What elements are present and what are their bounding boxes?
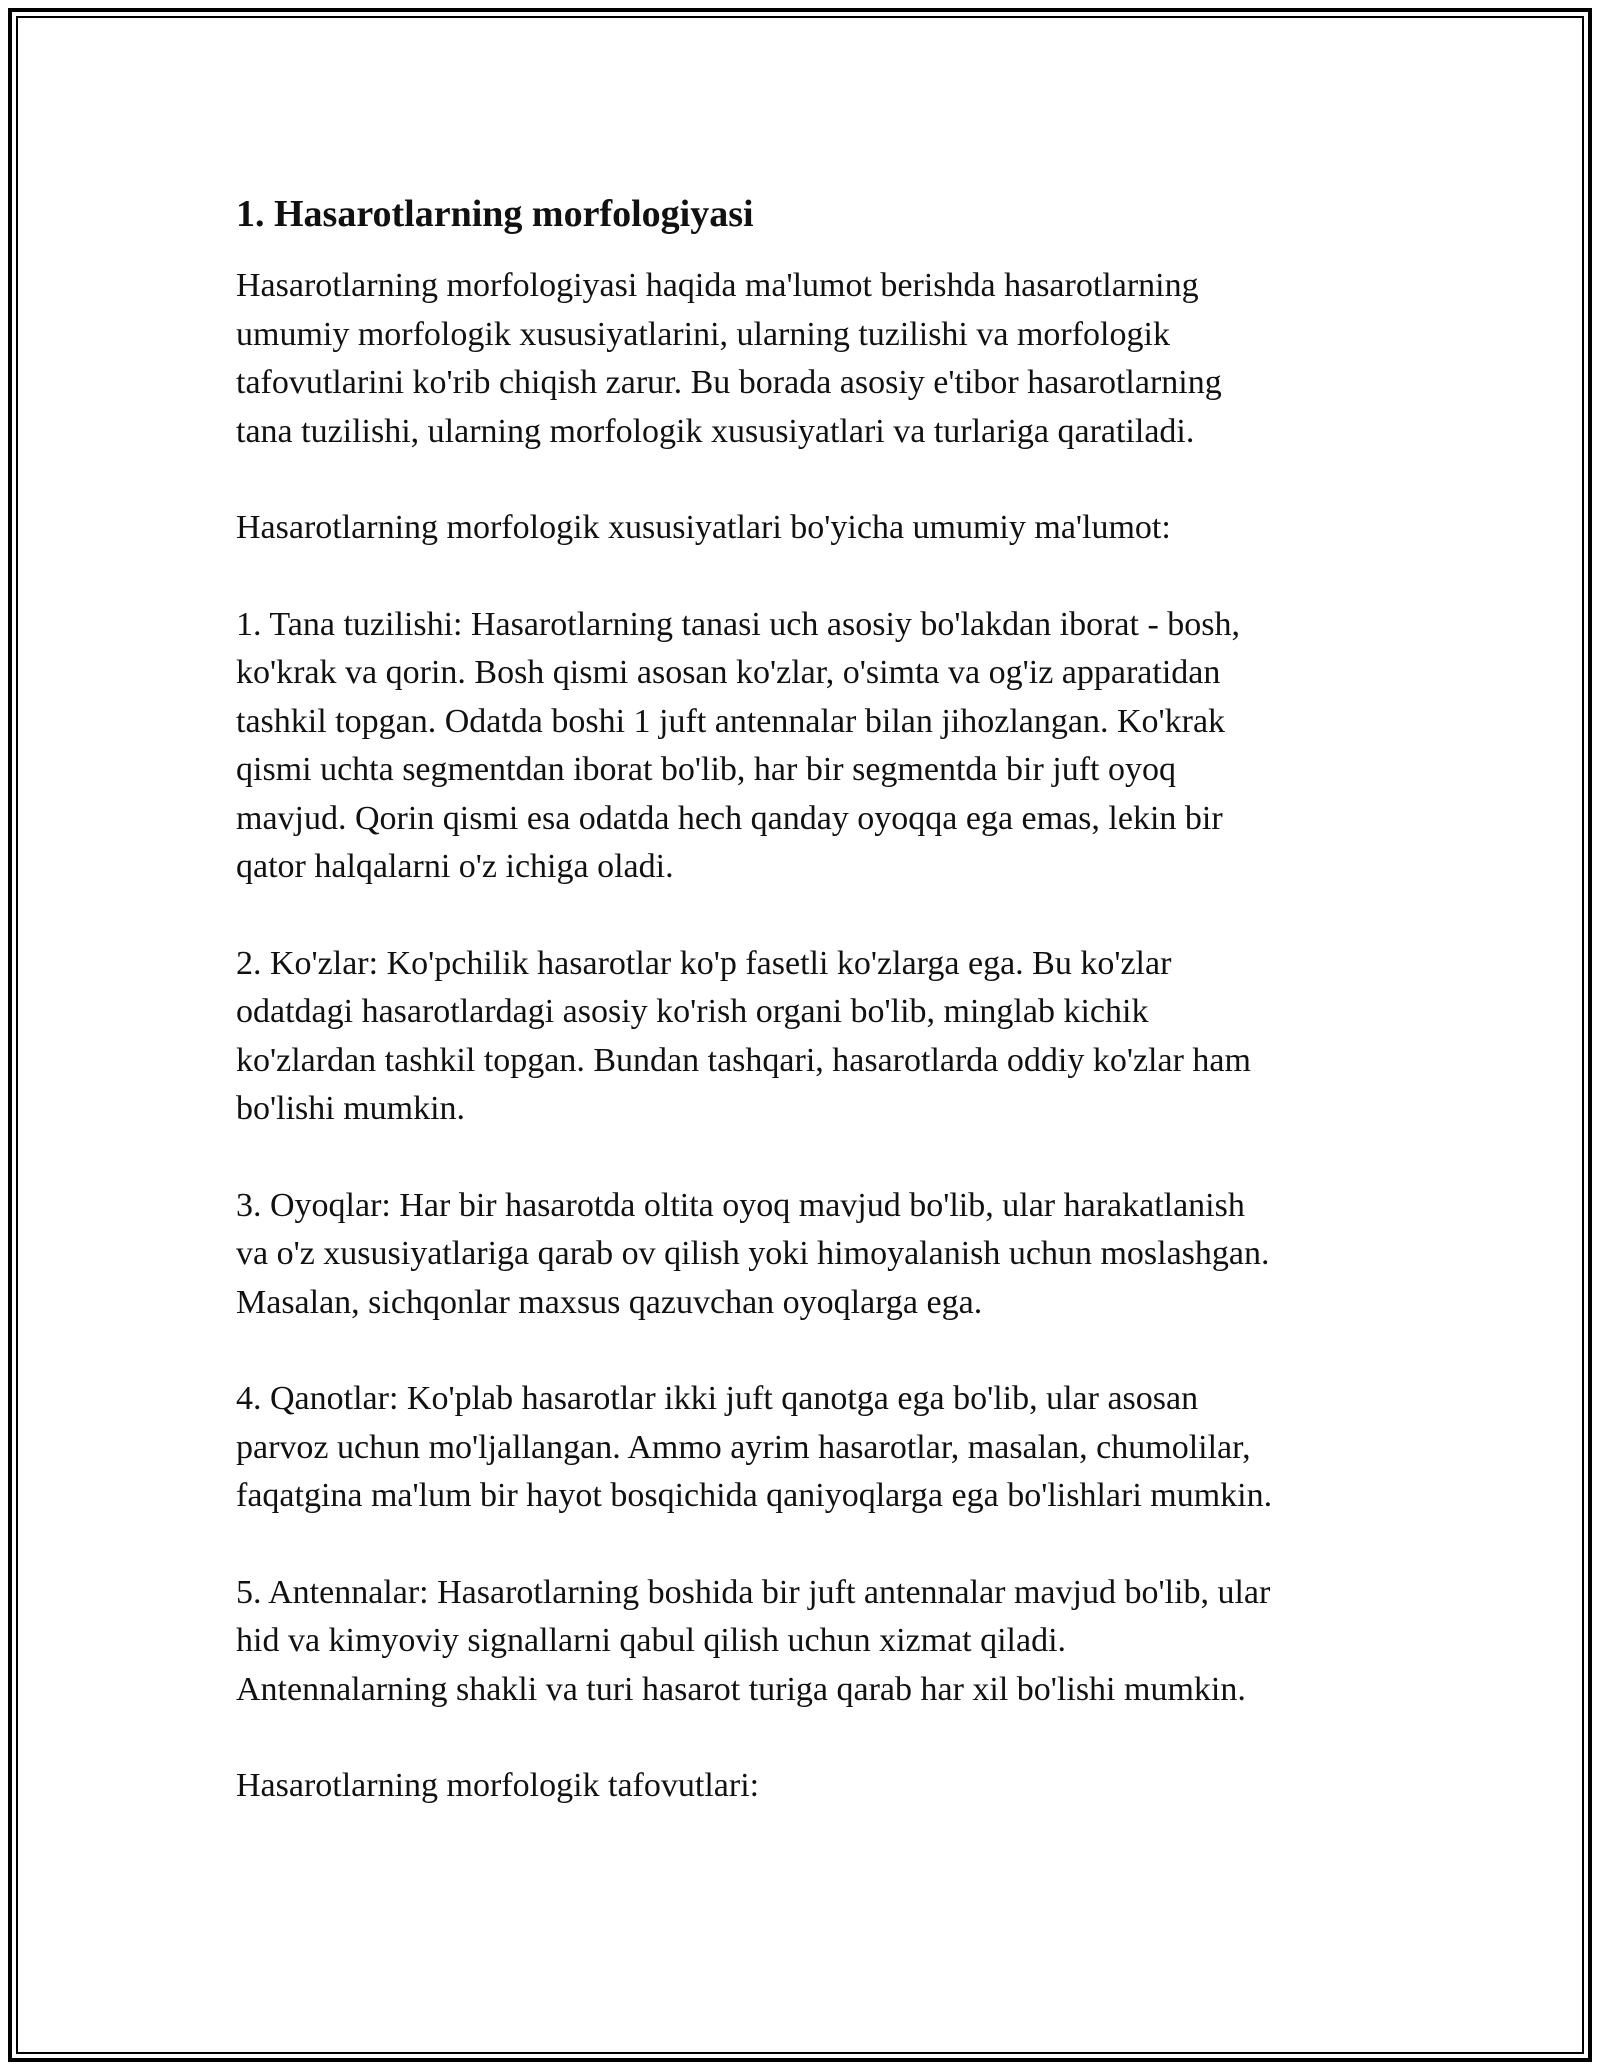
intro-paragraph: Hasarotlarning morfologiyasi haqida ma'lumot berishda hasarotlarning umumiy morfologik xususiyatlarini, ularning tuzilishi va morfologik tafovutlarini ko'rib chiqish zarur. Bu borada asosiy e'tibor hasarotlarning tana tuzilishi, ularning morfologik xususiyatlari va turlariga qaratiladi. [236,267,1222,450]
body-structure-paragraph: 1. Tana tuzilishi: Hasarotlarning tanasi uch asosiy bo'lakdan iborat - bosh, ko'krak va qorin. Bosh qismi asosan ko'zlar, o'simta va og'iz apparatidan tashkil topgan. Odatda boshi 1 juft antennalar bilan jihozlangan. Ko'krak qismi uchta segmentdan iborat bo'lib, har bir segmentda bir juft oyoq mavjud. Qorin qismi esa odatda hech qanday oyoqqa ega emas, lekin bir qator halqalarni o'z ichiga oladi. [236,605,1241,885]
document-body [236,188,1366,1859]
wings-paragraph: 4. Qanotlar: Ko'plab hasarotlar ikki juft qanotga ega bo'lib, ular asosan parvoz uchun mo'ljallangan. Ammo ayrim hasarotlar, masalan, chumolilar, faqatgina ma'lum bir hayot bosqichida qaniyoqlarga ega bo'lishlari mumkin. [236,1380,1273,1514]
overview-lead-paragraph: Hasarotlarning morfologik xususiyatlari bo'yicha umumiy ma'lumot: [236,509,1171,546]
antennae-paragraph: 5. Antennalar: Hasarotlarning boshida bir juft antennalar mavjud bo'lib, ular hid va kimyoviy signallarni qabul qilish uchun xizmat qiladi. Antennalarning shakli va turi hasarot turiga qarab har xil bo'lishi mumkin. [236,1573,1271,1708]
eyes-paragraph: 2. Ko'zlar: Ko'pchilik hasarotlar ko'p fasetli ko'zlarga ega. Bu ko'zlar odatdagi hasarotlardagi asosiy ko'rish organi bo'lib, minglab kichik ko'zlardan tashkil topgan. Bundan tashqari, hasarotlarda oddiy ko'zlar ham bo'lishi mumkin. [236,944,1251,1127]
legs-paragraph: 3. Oyoqlar: Har bir hasarotda oltita oyoq mavjud bo'lib, ular harakatlanish va o'z xususiyatlariga qarab ov qilish yoki himoyalanish uchun moslashgan. Masalan, sichqonlar maxsus qazuvchan oyoqlarga ega. [236,1186,1270,1321]
differences-lead-paragraph: Hasarotlarning morfologik tafovutlari: [236,1767,760,1804]
section-heading: 1. Hasarotlarning morfologiyasi [236,193,754,235]
